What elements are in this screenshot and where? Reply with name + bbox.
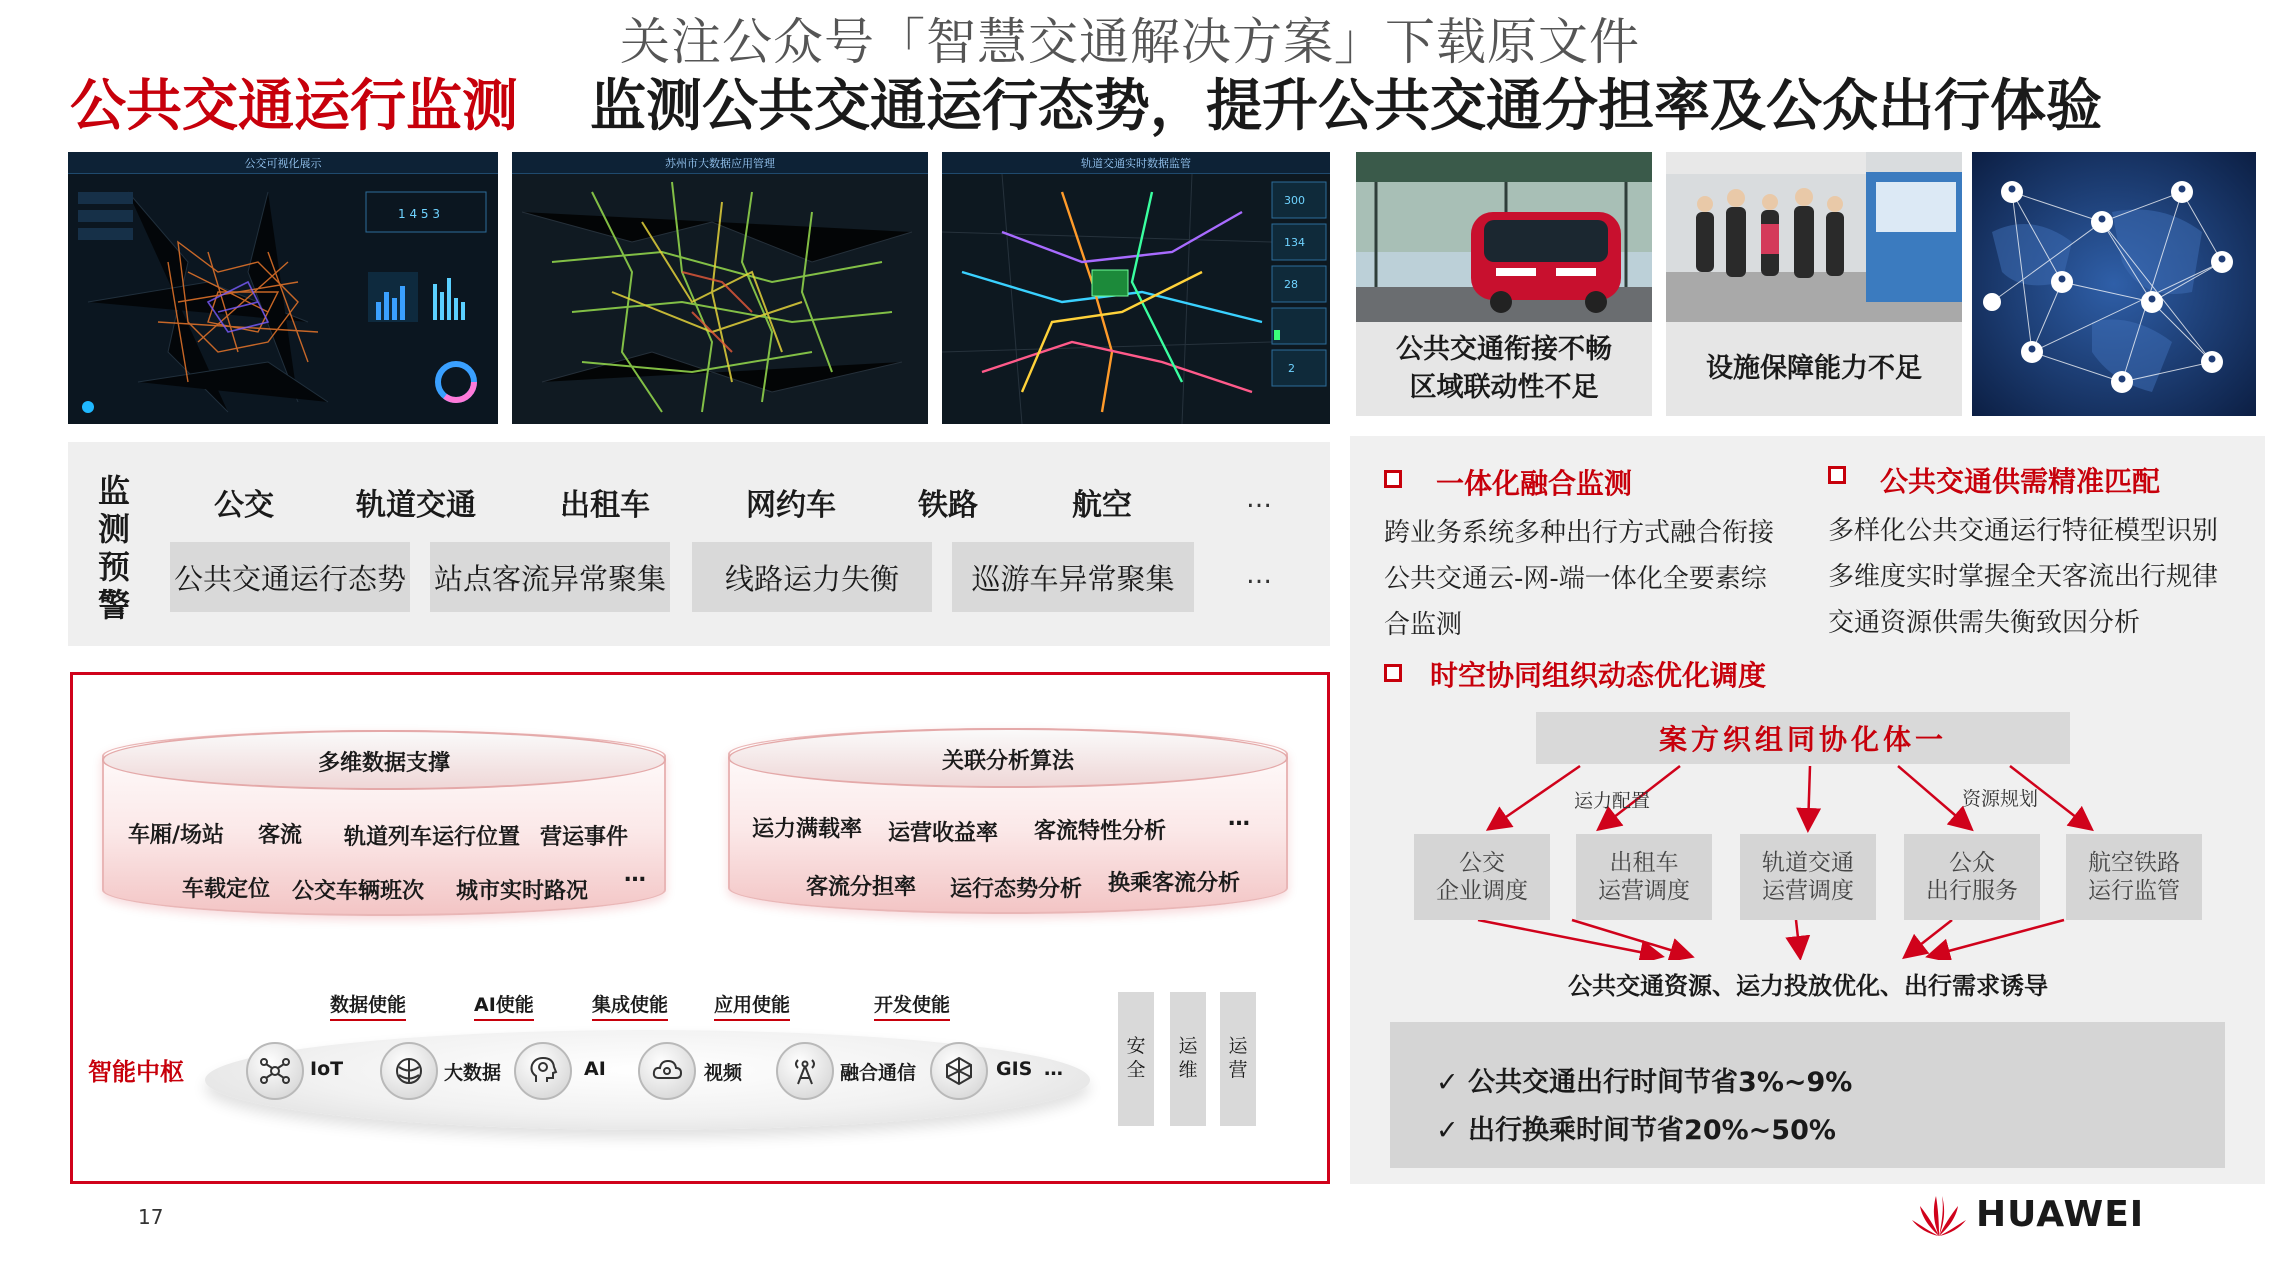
ai-head-icon: [514, 1042, 572, 1100]
data-item: 车载定位: [182, 877, 271, 902]
supply-demand-line: 多样化公共交通运行特征模型识别: [1828, 516, 2219, 546]
passengers-boarding-photo: [1666, 152, 1962, 322]
data-item: 车厢/场站: [128, 823, 225, 848]
integrated-monitoring-line: 合监测: [1384, 610, 1463, 640]
integrated-monitoring-line: 跨业务系统多种出行方式融合衔接: [1384, 518, 1775, 548]
photo-caption-facilities: [1666, 322, 1962, 416]
arrow-label-resource: 资源规划: [1962, 788, 2039, 810]
algorithm-item: 运行态势分析: [950, 877, 1083, 902]
monitoring-alert-heading: [92, 472, 136, 624]
heading-dynamic-scheduling: 时空协同组织动态优化调度: [1430, 659, 1767, 692]
algorithm-item: 换乘客流分析: [1108, 871, 1241, 896]
data-item: 城市实时路况: [456, 879, 589, 904]
unit-air-rail-supervision: [2066, 834, 2202, 920]
alert-operation-status: 公共交通运行态势: [170, 542, 410, 612]
unit-taxi-dispatch: [1576, 834, 1712, 920]
data-item-more: …: [624, 862, 646, 887]
benefit-text: 出行换乘时间节省20%~50%: [1468, 1115, 1836, 1146]
algorithm-item: 客流特性分析: [1034, 819, 1167, 844]
unit-line: 航空铁路: [2088, 850, 2180, 876]
capability-gis: GIS: [996, 1058, 1033, 1080]
bus-route-map: [68, 152, 498, 424]
capability-iot: IoT: [310, 1058, 344, 1080]
rail-line-map: [942, 152, 1330, 424]
communication-antenna-icon: [776, 1042, 834, 1100]
unit-line: 运营调度: [1762, 878, 1854, 904]
bus-station-photo: [1356, 152, 1652, 322]
mode-rail: 轨道交通: [356, 488, 476, 523]
enabler-data: 数据使能: [330, 990, 406, 1021]
svg-text:2: 2: [1288, 362, 1295, 375]
unit-line: 出行服务: [1926, 878, 2018, 904]
algorithm-item: 运营收益率: [888, 821, 999, 846]
side-operation: [1220, 992, 1256, 1126]
mode-ride-hailing: 网约车: [746, 488, 836, 523]
arrow-label-capacity: 运力配置: [1574, 790, 1651, 812]
unit-line: 出租车: [1609, 850, 1679, 876]
watermark: 关注公众号「智慧交通解决方案」下载原文件: [620, 13, 1640, 71]
enabler-ai: AI使能: [474, 990, 534, 1021]
algorithm-title: 关联分析算法: [942, 749, 1075, 774]
data-item: 营运事件: [540, 825, 629, 850]
slide-title: 公共交通运行监测: [70, 74, 518, 139]
photo-caption-connection: [1356, 322, 1652, 416]
network-graphic: [1972, 152, 2256, 416]
unit-line: 企业调度: [1436, 878, 1528, 904]
side-char: 营: [1228, 1059, 1248, 1081]
benefit-item: [1436, 1060, 1852, 1099]
svg-text:1 4 5 3: 1 4 5 3: [398, 207, 440, 221]
capability-video: 视频: [704, 1062, 743, 1084]
alert-more: …: [1246, 560, 1272, 590]
alert-station-crowding: 站点客流异常聚集: [430, 542, 670, 612]
algorithm-item-more: …: [1228, 806, 1250, 831]
mode-aviation: 航空: [1072, 488, 1132, 523]
page-number: 17: [138, 1205, 164, 1229]
unit-public-travel: [1904, 834, 2040, 920]
unit-line: 运行监管: [2088, 878, 2180, 904]
system-bar: [1536, 712, 2070, 764]
intelligent-hub-label: 智能中枢: [88, 1058, 184, 1086]
capability-converged-communication: 融合通信: [840, 1062, 917, 1084]
unit-line: 公众: [1949, 850, 1995, 876]
checkmark-icon: ✓: [1436, 1067, 1469, 1098]
boarding-illustration: [1666, 152, 1962, 322]
data-item: 公交车辆班次: [292, 879, 425, 904]
heading-char: 警: [97, 586, 130, 624]
mode-bus: 公交: [214, 488, 274, 523]
heading-char: 监: [97, 472, 130, 510]
capability-more: …: [1044, 1058, 1063, 1080]
heading-integrated-monitoring: 一体化融合监测: [1436, 467, 1633, 500]
mode-more: …: [1246, 484, 1272, 514]
checkmark-icon: ✓: [1436, 1115, 1469, 1146]
side-char: 维: [1178, 1059, 1198, 1081]
unit-line: 运营调度: [1598, 878, 1690, 904]
algorithm-item: 客流分担率: [806, 875, 917, 900]
huawei-wordmark: HUAWEI: [1976, 1194, 2145, 1235]
big-data-icon: [380, 1042, 438, 1100]
heading-char: 测: [97, 510, 130, 548]
side-char: 全: [1126, 1059, 1146, 1081]
big-data-management-screenshot: [512, 152, 928, 424]
enabler-application: 应用使能: [714, 990, 790, 1021]
video-cloud-icon: [638, 1042, 696, 1100]
svg-text:134: 134: [1284, 236, 1305, 249]
unit-bus-dispatch: [1414, 834, 1550, 920]
side-maintenance: [1170, 992, 1206, 1126]
supply-demand-line: 多维度实时掌握全天客流出行规律: [1828, 562, 2219, 592]
data-item: 轨道列车运行位置: [344, 825, 521, 850]
heading-supply-demand-matching: 公共交通供需精准匹配: [1880, 465, 2161, 498]
people-network-illustration: [1972, 152, 2256, 416]
scheduling-outcome: 公共交通资源、运力投放优化、出行需求诱导: [1568, 972, 2048, 1000]
enabler-integration: 集成使能: [592, 990, 668, 1021]
screen-caption: 苏州市大数据应用管理: [665, 157, 775, 170]
bullet-square-icon: [1828, 466, 1846, 484]
gis-globe-icon: [930, 1042, 988, 1100]
system-bar-label: 一体化协同组织方案: [1658, 723, 1947, 756]
mode-taxi: 出租车: [560, 488, 650, 523]
bus-visualization-screenshot: [68, 152, 498, 424]
side-char: 运: [1178, 1035, 1198, 1057]
bullet-square-icon: [1384, 664, 1402, 682]
capability-ai: AI: [584, 1058, 606, 1080]
side-char: 运: [1228, 1035, 1248, 1057]
heading-char: 预: [97, 548, 130, 586]
bus-station-illustration: [1356, 152, 1652, 322]
unit-line: 公交: [1459, 850, 1505, 876]
caption-line: 区域联动性不足: [1409, 372, 1599, 403]
enabler-development: 开发使能: [874, 990, 950, 1021]
iot-icon: [246, 1042, 304, 1100]
alert-cruising-taxi-gathering: 巡游车异常聚集: [952, 542, 1194, 612]
mode-railway: 铁路: [918, 488, 978, 523]
road-network-map: [512, 152, 928, 424]
data-support-title: 多维数据支撑: [318, 751, 451, 776]
data-item: 客流: [258, 823, 303, 848]
unit-rail-dispatch: [1740, 834, 1876, 920]
alert-capacity-imbalance: 线路运力失衡: [692, 542, 932, 612]
side-char: 安: [1126, 1035, 1146, 1057]
screen-caption: 轨道交通实时数据监管: [1081, 157, 1191, 170]
side-security: [1118, 992, 1154, 1126]
bullet-square-icon: [1384, 470, 1402, 488]
rail-monitoring-screenshot: [942, 152, 1330, 424]
slide-subtitle: 监测公共交通运行态势，提升公共交通分担率及公众出行体验: [590, 74, 2102, 139]
svg-text:28: 28: [1284, 278, 1298, 291]
caption-line: 公共交通衔接不畅: [1396, 334, 1612, 365]
integrated-monitoring-line: 公共交通云-网-端一体化全要素综: [1384, 564, 1767, 594]
huawei-petal-logo-icon: [1908, 1184, 1970, 1240]
capability-big-data: 大数据: [444, 1062, 502, 1084]
algorithm-item: 运力满载率: [752, 817, 863, 842]
screen-caption: 公交可视化展示: [244, 157, 322, 170]
unit-line: 轨道交通: [1762, 850, 1854, 876]
caption-line: 设施保障能力不足: [1706, 353, 1922, 384]
benefit-text: 公共交通出行时间节省3%~9%: [1468, 1067, 1853, 1098]
svg-text:300: 300: [1284, 194, 1305, 207]
benefit-item: [1436, 1108, 1836, 1147]
supply-demand-line: 交通资源供需失衡致因分析: [1828, 608, 2141, 638]
